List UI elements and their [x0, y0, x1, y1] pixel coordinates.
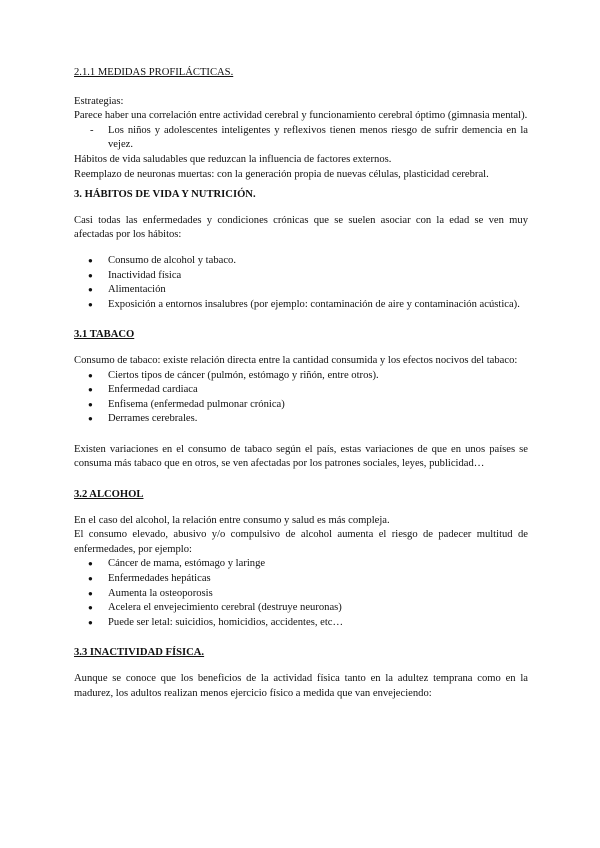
list-item: ● Acelera el envejecimiento cerebral (destruye neuronas) — [74, 601, 528, 616]
list-item: ● Alimentación — [74, 283, 528, 298]
list-item: ● Exposición a entornos insalubres (por ejemplo: contaminación de aire y contaminación acústica). — [74, 298, 528, 313]
list-item: ● Ciertos tipos de cáncer (pulmón, estómago y riñón, entre otros). — [74, 369, 528, 384]
dash-item: - Los niños y adolescentes inteligentes y reflexivos tienen menos riesgo de sufrir demencia en la vejez. — [74, 124, 528, 153]
list-item: ● Derrames cerebrales. — [74, 412, 528, 427]
heading-medidas-profilacticas: 2.1.1 MEDIDAS PROFILÁCTICAS. — [74, 67, 234, 78]
paragraph-consumo-tabaco: Consumo de tabaco: existe relación directa entre la cantidad consumida y los efectos nocivos del tabaco: — [74, 354, 518, 366]
paragraph-variaciones: Existen variaciones en el consumo de tabaco según el país, estas variaciones de que en unos países se consuma más tabaco que en otros, se ven afectadas por los patrones sociales, leyes, publicidad… — [74, 443, 528, 470]
paragraph-reemplazo: Reemplazo de neuronas muertas: con la generación propia de nuevas células, plasticidad cerebral. — [74, 168, 489, 180]
tabaco-list — [74, 369, 528, 427]
list-item: ● Consumo de alcohol y tabaco. — [74, 254, 528, 269]
paragraph-correlacion: Parece haber una correlación entre actividad cerebral y funcionamiento cerebral óptimo (gimnasia mental). — [74, 110, 528, 122]
paragraph-habitos: Hábitos de vida saludables que reduzcan la influencia de factores externos. — [74, 153, 392, 165]
heading-inactividad-fisica: 3.3 INACTIVIDAD FÍSICA. — [74, 647, 205, 659]
paragraph-enfermedades: Casi todas las enfermedades y condiciones crónicas que se suelen asociar con la edad se ven muy afectadas por los hábitos: — [74, 214, 528, 241]
heading-tabaco: 3.1 TABACO — [74, 329, 135, 341]
estrategias-label: Estrategias: — [74, 95, 124, 107]
list-item: ● Cáncer de mama, estómago y laringe — [74, 557, 528, 572]
document-page — [74, 66, 528, 701]
paragraph-alcohol: En el caso del alcohol, la relación entre consumo y salud es más compleja. — [74, 514, 390, 526]
list-item: ● Enfisema (enfermedad pulmonar crónica) — [74, 398, 528, 413]
paragraph-actividad-fisica: Aunque se conoce que los beneficios de la actividad física tanto en la adultez temprana como en la madurez, los adultos realizan menos ejercicio físico a medida que van envejeciendo: — [74, 673, 528, 699]
list-item: ● Enfermedad cardiaca — [74, 383, 528, 398]
paragraph-consumo-elevado: El consumo elevado, abusivo y/o compulsivo de alcohol aumenta el riesgo de padecer multitud de enfermedades, por ejemplo: — [74, 529, 528, 555]
habitos-list — [74, 254, 528, 312]
list-item: ● Puede ser letal: suicidios, homicidios, accidentes, etc… — [74, 616, 528, 631]
list-item: ● Aumenta la osteoporosis — [74, 587, 528, 602]
list-item: ● Inactividad física — [74, 269, 528, 284]
heading-habitos-vida: 3. HÁBITOS DE VIDA Y NUTRICIÓN. — [74, 189, 256, 201]
list-item: ● Enfermedades hepáticas — [74, 572, 528, 587]
heading-alcohol: 3.2 ALCOHOL — [74, 489, 144, 501]
dash-list — [74, 124, 528, 153]
alcohol-list — [74, 557, 528, 630]
